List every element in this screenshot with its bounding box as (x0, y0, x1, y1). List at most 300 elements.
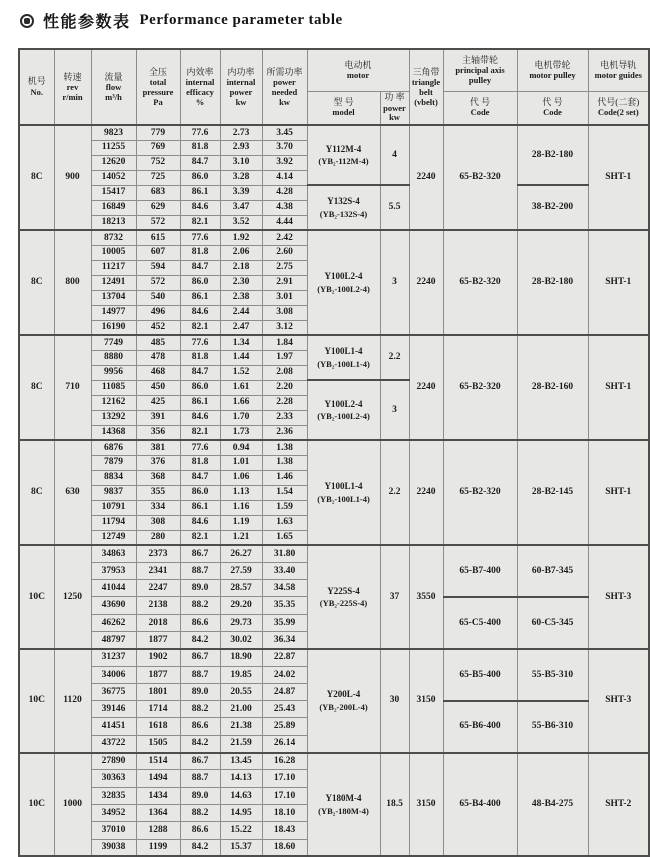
flow-cell: 11085 (91, 380, 136, 395)
flow-cell: 39038 (91, 839, 136, 856)
efficacy-cell: 86.0 (180, 380, 220, 395)
header-motor-power-unit: kw (389, 112, 400, 123)
efficacy-cell: 88.2 (180, 597, 220, 614)
bullseye-icon-center (24, 18, 30, 24)
efficacy-cell: 82.1 (180, 215, 220, 230)
internal-power-cell: 3.10 (220, 155, 262, 170)
internal-power-cell: 3.39 (220, 185, 262, 200)
efficacy-cell: 89.0 (180, 787, 220, 804)
flow-cell: 14368 (91, 425, 136, 440)
efficacy-cell: 86.1 (180, 500, 220, 515)
speed-cell: 800 (54, 230, 91, 335)
flow-cell: 48797 (91, 631, 136, 648)
motor-model-cell (307, 380, 380, 440)
efficacy-cell: 82.1 (180, 320, 220, 335)
efficacy-cell: 77.6 (180, 230, 220, 245)
pressure-cell: 1288 (136, 822, 180, 839)
flow-cell: 9837 (91, 485, 136, 500)
pressure-cell: 485 (136, 335, 180, 350)
motor-pulley-cell: 28-B2-180 (517, 230, 588, 335)
efficacy-cell: 86.0 (180, 170, 220, 185)
power-needed-cell: 3.92 (262, 155, 307, 170)
header-speed (54, 49, 91, 125)
power-needed-cell: 3.12 (262, 320, 307, 335)
motor-model-alt: (YB₂-100L2-4) (317, 283, 370, 294)
header-speed-unit: r/min (62, 91, 83, 102)
motor-model-name: Y100L2-4 (324, 271, 363, 282)
motor-pulley-cell: 28-B2-145 (517, 440, 588, 545)
flow-cell: 11794 (91, 515, 136, 530)
internal-power-cell: 1.44 (220, 350, 262, 365)
motor-pulley-cell: 55-B5-310 (517, 649, 588, 701)
pressure-cell: 452 (136, 320, 180, 335)
motor-model-name: Y225S-4 (327, 585, 360, 596)
guides-cell: SHT-1 (588, 230, 649, 335)
header-model (307, 91, 380, 125)
principal-pulley-cell: 65-C5-400 (443, 597, 517, 649)
belt-cell: 2240 (409, 440, 443, 545)
power-needed-cell: 2.42 (262, 230, 307, 245)
header-efficacy-zh: 内效率 (186, 66, 214, 77)
flow-cell: 8732 (91, 230, 136, 245)
motor-pulley-cell: 48-B4-275 (517, 753, 588, 857)
header-internal-power-en: internal power (226, 76, 256, 97)
efficacy-cell: 88.2 (180, 701, 220, 718)
header-motor-power-en: power (383, 102, 406, 113)
efficacy-cell: 84.2 (180, 735, 220, 752)
power-needed-cell: 26.14 (262, 735, 307, 752)
power-needed-cell: 1.59 (262, 500, 307, 515)
power-needed-cell: 1.46 (262, 470, 307, 485)
flow-cell: 41451 (91, 718, 136, 735)
motor-model-name: Y112M-4 (325, 143, 362, 154)
power-needed-cell: 3.45 (262, 125, 307, 140)
power-needed-cell: 2.36 (262, 425, 307, 440)
power-needed-cell: 4.38 (262, 200, 307, 215)
internal-power-cell: 13.45 (220, 753, 262, 770)
flow-cell: 12620 (91, 155, 136, 170)
header-internal-power (220, 49, 262, 125)
header-model-en: model (332, 107, 355, 118)
power-needed-cell: 24.02 (262, 666, 307, 683)
flow-cell: 14977 (91, 305, 136, 320)
page-title-english: Performance parameter table (139, 12, 343, 28)
guides-cell: SHT-1 (588, 440, 649, 545)
header-pressure-zh: 全压 (148, 66, 167, 77)
pressure-cell: 450 (136, 380, 180, 395)
header-flow-unit: m³/h (105, 91, 122, 102)
motor-model-alt: (YB₂-200L-4) (319, 701, 368, 712)
flow-cell: 12491 (91, 275, 136, 290)
header-principal-pulley-en: principal axis pulley (455, 65, 505, 85)
header-machine-no-zh: 机号 (27, 76, 46, 87)
header-principal-pulley-zh: 主轴带轮 (462, 54, 499, 65)
power-needed-cell: 35.99 (262, 614, 307, 631)
pressure-cell: 376 (136, 455, 180, 470)
speed-cell: 1000 (54, 753, 91, 857)
efficacy-cell: 77.6 (180, 335, 220, 350)
principal-pulley-cell: 65-B4-400 (443, 753, 517, 857)
header-motor-power (380, 91, 409, 125)
efficacy-cell: 84.6 (180, 200, 220, 215)
bullseye-icon (20, 14, 34, 28)
efficacy-cell: 86.6 (180, 614, 220, 631)
internal-power-cell: 1.73 (220, 425, 262, 440)
header-efficacy (180, 49, 220, 125)
efficacy-cell: 84.7 (180, 365, 220, 380)
internal-power-cell: 26.27 (220, 545, 262, 562)
flow-cell: 37953 (91, 562, 136, 579)
motor-pulley-cell: 60-C5-345 (517, 597, 588, 649)
internal-power-cell: 30.02 (220, 631, 262, 648)
flow-cell: 7879 (91, 455, 136, 470)
power-needed-cell: 2.20 (262, 380, 307, 395)
header-speed-en: rev (66, 81, 79, 92)
speed-cell: 900 (54, 125, 91, 230)
internal-power-cell: 29.73 (220, 614, 262, 631)
header-machine-no-en: No. (30, 86, 43, 97)
efficacy-cell: 86.7 (180, 753, 220, 770)
machine-no-cell: 10C (19, 753, 54, 857)
power-needed-cell: 2.33 (262, 410, 307, 425)
internal-power-cell: 15.22 (220, 822, 262, 839)
efficacy-cell: 86.1 (180, 395, 220, 410)
table-body (19, 125, 649, 856)
power-needed-cell: 18.43 (262, 822, 307, 839)
flow-cell: 27890 (91, 753, 136, 770)
motor-power-cell: 37 (380, 545, 409, 649)
motor-pulley-cell: 38-B2-200 (517, 185, 588, 230)
header-power-needed-unit: kw (279, 96, 290, 107)
flow-cell: 9956 (91, 365, 136, 380)
efficacy-cell: 82.1 (180, 425, 220, 440)
pressure-cell: 1801 (136, 683, 180, 700)
pressure-cell: 594 (136, 260, 180, 275)
internal-power-cell: 14.63 (220, 787, 262, 804)
internal-power-cell: 2.38 (220, 290, 262, 305)
belt-cell: 3150 (409, 649, 443, 753)
internal-power-cell: 1.06 (220, 470, 262, 485)
internal-power-cell: 1.70 (220, 410, 262, 425)
speed-cell: 710 (54, 335, 91, 440)
header-principal-pulley (443, 49, 517, 91)
header-motor-pulley-code-en: Code (543, 107, 562, 118)
pressure-cell: 769 (136, 140, 180, 155)
power-needed-cell: 4.14 (262, 170, 307, 185)
header-model-zh: 型 号 (333, 97, 354, 108)
speed-cell: 1120 (54, 649, 91, 753)
flow-cell: 15417 (91, 185, 136, 200)
pressure-cell: 1714 (136, 701, 180, 718)
efficacy-cell: 77.6 (180, 440, 220, 455)
flow-cell: 46262 (91, 614, 136, 631)
motor-model-cell (307, 125, 380, 185)
header-principal-code-en: Code (470, 107, 490, 118)
efficacy-cell: 84.7 (180, 470, 220, 485)
power-needed-cell: 4.44 (262, 215, 307, 230)
pressure-cell: 425 (136, 395, 180, 410)
header-pressure-unit: Pa (153, 96, 163, 107)
efficacy-cell: 84.2 (180, 631, 220, 648)
header-flow-en: flow (105, 81, 122, 92)
principal-pulley-cell: 65-B6-400 (443, 701, 517, 753)
internal-power-cell: 14.13 (220, 770, 262, 787)
belt-cell: 3150 (409, 753, 443, 857)
internal-power-cell: 15.37 (220, 839, 262, 856)
flow-cell: 9823 (91, 125, 136, 140)
power-needed-cell: 25.43 (262, 701, 307, 718)
pressure-cell: 572 (136, 215, 180, 230)
motor-model-alt: (YB₂-100L1-4) (317, 358, 370, 369)
header-speed-zh: 转速 (63, 71, 82, 82)
motor-model-cell (307, 335, 380, 380)
pressure-cell: 1514 (136, 753, 180, 770)
power-needed-cell: 2.75 (262, 260, 307, 275)
flow-cell: 34863 (91, 545, 136, 562)
internal-power-cell: 1.01 (220, 455, 262, 470)
flow-cell: 34006 (91, 666, 136, 683)
header-belt-unit: (vbelt) (414, 96, 438, 107)
pressure-cell: 368 (136, 470, 180, 485)
principal-pulley-cell: 65-B2-320 (443, 440, 517, 545)
pressure-cell: 2341 (136, 562, 180, 579)
efficacy-cell: 88.7 (180, 770, 220, 787)
internal-power-cell: 1.21 (220, 530, 262, 545)
power-needed-cell: 3.70 (262, 140, 307, 155)
internal-power-cell: 20.55 (220, 683, 262, 700)
flow-cell: 43722 (91, 735, 136, 752)
power-needed-cell: 35.35 (262, 597, 307, 614)
pressure-cell: 478 (136, 350, 180, 365)
flow-cell: 11217 (91, 260, 136, 275)
efficacy-cell: 88.7 (180, 666, 220, 683)
internal-power-cell: 27.59 (220, 562, 262, 579)
internal-power-cell: 21.00 (220, 701, 262, 718)
efficacy-cell: 81.8 (180, 350, 220, 365)
motor-power-cell: 5.5 (380, 185, 409, 230)
pressure-cell: 2373 (136, 545, 180, 562)
page-title-bar (0, 0, 650, 32)
efficacy-cell: 77.6 (180, 125, 220, 140)
header-guides-code (588, 91, 649, 125)
flow-cell: 11255 (91, 140, 136, 155)
header-machine-no (19, 49, 54, 125)
machine-no-cell: 8C (19, 125, 54, 230)
motor-model-alt: (YB₂-100L2-4) (317, 411, 370, 422)
motor-power-cell: 30 (380, 649, 409, 753)
power-needed-cell: 3.01 (262, 290, 307, 305)
power-needed-cell: 1.84 (262, 335, 307, 350)
header-principal-code-zh: 代 号 (469, 97, 491, 108)
flow-cell: 8834 (91, 470, 136, 485)
power-needed-cell: 2.91 (262, 275, 307, 290)
internal-power-cell: 2.44 (220, 305, 262, 320)
guides-cell: SHT-1 (588, 125, 649, 230)
internal-power-cell: 1.66 (220, 395, 262, 410)
header-internal-power-unit: kw (235, 96, 247, 107)
efficacy-cell: 81.8 (180, 140, 220, 155)
pressure-cell: 1618 (136, 718, 180, 735)
motor-pulley-cell: 28-B2-160 (517, 335, 588, 440)
efficacy-cell: 82.1 (180, 530, 220, 545)
principal-pulley-cell: 65-B2-320 (443, 230, 517, 335)
efficacy-cell: 84.7 (180, 155, 220, 170)
pressure-cell: 496 (136, 305, 180, 320)
belt-cell: 3550 (409, 545, 443, 649)
belt-cell: 2240 (409, 230, 443, 335)
flow-cell: 18213 (91, 215, 136, 230)
efficacy-cell: 86.6 (180, 718, 220, 735)
header-motor-guides-en: motor guides (594, 69, 642, 80)
pressure-cell: 381 (136, 440, 180, 455)
internal-power-cell: 1.52 (220, 365, 262, 380)
power-needed-cell: 1.38 (262, 440, 307, 455)
flow-cell: 12749 (91, 530, 136, 545)
pressure-cell: 391 (136, 410, 180, 425)
motor-power-cell: 18.5 (380, 753, 409, 857)
motor-model-cell (307, 185, 380, 230)
principal-pulley-cell: 65-B2-320 (443, 125, 517, 230)
power-needed-cell: 4.28 (262, 185, 307, 200)
pressure-cell: 2138 (136, 597, 180, 614)
pressure-cell: 334 (136, 500, 180, 515)
machine-no-cell: 10C (19, 649, 54, 753)
internal-power-cell: 1.13 (220, 485, 262, 500)
internal-power-cell: 3.28 (220, 170, 262, 185)
flow-cell: 13292 (91, 410, 136, 425)
machine-no-cell: 10C (19, 545, 54, 649)
internal-power-cell: 2.47 (220, 320, 262, 335)
efficacy-cell: 81.8 (180, 245, 220, 260)
motor-model-name: Y100L1-4 (324, 346, 363, 357)
internal-power-cell: 1.92 (220, 230, 262, 245)
motor-power-cell: 3 (380, 380, 409, 440)
motor-model-alt: (YB₂-180M-4) (318, 805, 369, 816)
flow-cell: 6876 (91, 440, 136, 455)
efficacy-cell: 86.0 (180, 485, 220, 500)
power-needed-cell: 25.89 (262, 718, 307, 735)
header-motor-pulley-code (517, 91, 588, 125)
efficacy-cell: 81.8 (180, 455, 220, 470)
flow-cell: 36775 (91, 683, 136, 700)
flow-cell: 16190 (91, 320, 136, 335)
flow-cell: 31237 (91, 649, 136, 666)
header-efficacy-unit: % (195, 96, 205, 107)
pressure-cell: 1877 (136, 631, 180, 648)
motor-model-cell (307, 230, 380, 335)
pressure-cell: 1494 (136, 770, 180, 787)
pressure-cell: 1877 (136, 666, 180, 683)
header-flow-zh: 流量 (104, 71, 123, 82)
header-belt-zh: 三角带 (412, 66, 440, 77)
pressure-cell: 1364 (136, 804, 180, 821)
guides-cell: SHT-3 (588, 649, 649, 753)
belt-cell: 2240 (409, 335, 443, 440)
header-belt-en: triangle belt (411, 76, 441, 97)
motor-model-alt: (YB₂-112M-4) (318, 156, 369, 167)
power-needed-cell: 36.34 (262, 631, 307, 648)
speed-cell: 1250 (54, 545, 91, 649)
header-guides-code-en: Code(2 set) (597, 107, 639, 118)
header-motor-group (307, 49, 409, 91)
power-needed-cell: 31.80 (262, 545, 307, 562)
pressure-cell: 468 (136, 365, 180, 380)
internal-power-cell: 29.20 (220, 597, 262, 614)
power-needed-cell: 16.28 (262, 753, 307, 770)
power-needed-cell: 2.60 (262, 245, 307, 260)
header-belt (409, 49, 443, 125)
header-flow (91, 49, 136, 125)
motor-model-alt: (YB₂-100L1-4) (317, 493, 370, 504)
power-needed-cell: 3.08 (262, 305, 307, 320)
internal-power-cell: 3.52 (220, 215, 262, 230)
flow-cell: 32835 (91, 787, 136, 804)
pressure-cell: 280 (136, 530, 180, 545)
efficacy-cell: 84.7 (180, 260, 220, 275)
internal-power-cell: 0.94 (220, 440, 262, 455)
flow-cell: 41044 (91, 580, 136, 597)
motor-model-name: Y200L-4 (326, 689, 361, 700)
internal-power-cell: 1.19 (220, 515, 262, 530)
flow-cell: 7749 (91, 335, 136, 350)
efficacy-cell: 88.2 (180, 804, 220, 821)
motor-pulley-cell: 55-B6-310 (517, 701, 588, 753)
motor-model-alt: (YB₂-225S-4) (319, 598, 368, 609)
machine-no-cell: 8C (19, 440, 54, 545)
header-guides-code-zh: 代号(二套) (597, 97, 640, 108)
flow-cell: 43690 (91, 597, 136, 614)
table-header (19, 49, 649, 125)
internal-power-cell: 1.16 (220, 500, 262, 515)
internal-power-cell: 18.90 (220, 649, 262, 666)
pressure-cell: 683 (136, 185, 180, 200)
header-motor-pulley-zh: 电机带轮 (534, 59, 571, 70)
efficacy-cell: 86.7 (180, 545, 220, 562)
pressure-cell: 615 (136, 230, 180, 245)
efficacy-cell: 86.0 (180, 275, 220, 290)
efficacy-cell: 84.2 (180, 839, 220, 856)
power-needed-cell: 2.08 (262, 365, 307, 380)
flow-cell: 37010 (91, 822, 136, 839)
pressure-cell: 1434 (136, 787, 180, 804)
motor-model-cell (307, 649, 380, 753)
pressure-cell: 1199 (136, 839, 180, 856)
guides-cell: SHT-3 (588, 545, 649, 649)
machine-no-cell: 8C (19, 230, 54, 335)
principal-pulley-cell: 65-B7-400 (443, 545, 517, 597)
flow-cell: 10791 (91, 500, 136, 515)
efficacy-cell: 86.7 (180, 649, 220, 666)
pressure-cell: 355 (136, 485, 180, 500)
guides-cell: SHT-1 (588, 335, 649, 440)
efficacy-cell: 86.1 (180, 185, 220, 200)
power-needed-cell: 17.10 (262, 787, 307, 804)
power-needed-cell: 18.10 (262, 804, 307, 821)
header-motor-power-zh: 功 率 (384, 92, 405, 103)
power-needed-cell: 22.87 (262, 649, 307, 666)
pressure-cell: 308 (136, 515, 180, 530)
motor-model-alt: (YB₂-132S-4) (319, 208, 368, 219)
motor-pulley-cell: 60-B7-345 (517, 545, 588, 597)
pressure-cell: 629 (136, 200, 180, 215)
internal-power-cell: 2.06 (220, 245, 262, 260)
efficacy-cell: 89.0 (180, 580, 220, 597)
power-needed-cell: 1.54 (262, 485, 307, 500)
internal-power-cell: 2.18 (220, 260, 262, 275)
page-title-chinese: 性能参数表 (43, 14, 131, 31)
flow-cell: 10005 (91, 245, 136, 260)
flow-cell: 34952 (91, 804, 136, 821)
